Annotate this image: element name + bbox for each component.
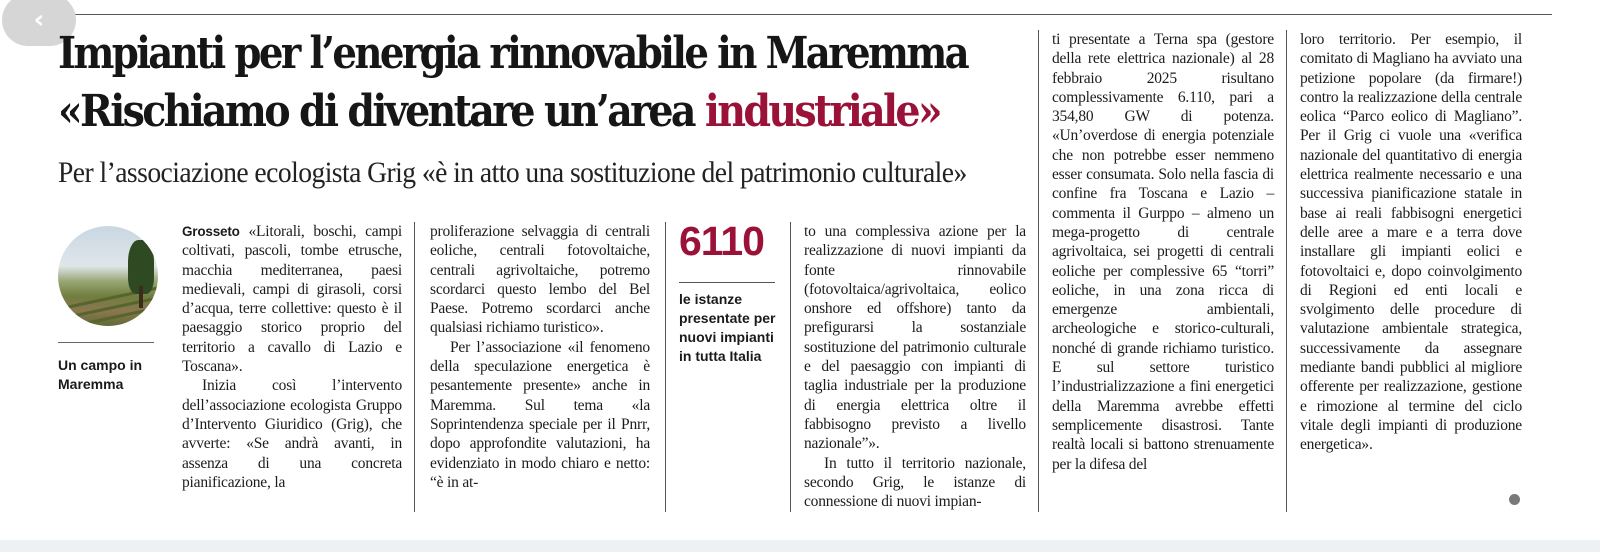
subtitle: Per l’associazione ecologista Grig «è in atto una sostituzione del patrimonio culturale»: [58, 156, 967, 189]
article-column-5: [1300, 30, 1522, 455]
column-divider: [665, 222, 666, 512]
bottom-band: [0, 540, 1600, 552]
column-divider: [790, 222, 791, 512]
headline-highlight-word: industriale»: [704, 86, 940, 137]
paragraph: Inizia così l’intervento dell’associazione ecologista Gruppo d’Intervento Giuridico (Grig), che avverte: «Se andrà avanti, in assenza di una concreta pianificazione, la: [182, 377, 402, 491]
highlight-caption: le istanze presentate per nuovi impianti in tutta Italia: [679, 291, 776, 364]
column-divider: [1038, 30, 1039, 512]
photo-maremma-field: [58, 226, 158, 326]
paragraph: Per l’associazione «il fenomeno della speculazione energetica è pesantemente presente» anche in Maremma. Sul tema «la Soprintendenza speciale per il Pnrr, dopo approfondite valutazioni, ha evidenziato in modo chiaro e netto: “è in at-: [430, 338, 650, 491]
paragraph: loro territorio. Per esempio, il comitato di Magliano ha avviato una petizione popolare (da firmare!) contro la realizzazione della centrale eolica “Parco eolico di Magliano”. Per il Grig ci vuole una «verifica nazionale del quantitativo di energia elettrica realmente necessario e una successiva pianificazione statale in base ai reali fabbisogni energetici delle aree a mare e a terra dove installare gli impianti eolici e fotovoltaici e, dopo coinvolgimento di Regioni ed enti locali e svolgimento delle procedure di valutazione ambientale strategica, successivamente da assegnare mediante bandi pubblici al migliore offerente per realizzazione, gestione e rimozione al termine del ciclo vitale degli impianti di produzione energetica».: [1300, 31, 1522, 454]
paragraph: ti presentate a Terna spa (gestore della rete elettrica nazionale) al 28 febbraio 2025 risultano complessivamente 6.110, pari a 354,80 GW di potenza. «Un’overdose di energia potenziale che non potrebbe esser nemmeno esser consumata. Solo nella fascia di confine fra Toscana e Lazio – commenta il Gurppo – almeno un mega-progetto di centrale agrivoltaica, sei progetti di centrali eoliche per complessive 65 “torri” eoliche, in una zona ricca di emergenze ambientali, archeologiche e storico-culturali, nonché di grande richiamo turistico. E sul settore turistico l’industrializzazione a fini energetici della Maremma avrebbe effetti semplicemente disastrosi. Tante realtà locali si battono strenuamente per la difesa del: [1052, 31, 1274, 473]
top-rule: [60, 14, 1552, 15]
paragraph: [182, 222, 402, 376]
article-column-4: [1052, 30, 1274, 474]
paragraph: to una complessiva azione per la realizzazione di nuovi impianti da fonte rinnovabile (fotovoltaica/agrivoltaica, eolico onshore ed offshore) tanto da prefigurarsi la sostanziale sostituzione del patrimonio culturale e del paesaggio con impianti di taglia industriale per la produzione di energia elettrica oltre il fabbisogno previsto a livello nazionale”».: [804, 223, 1026, 453]
dateline: Grosseto: [182, 224, 240, 239]
headline-line-1: Impianti per l’energia rinnovabile in Maremma: [58, 28, 968, 79]
photo-divider: [58, 342, 154, 343]
column-divider: [414, 222, 415, 512]
article-column-2: [430, 222, 650, 492]
highlight-number: 6110: [679, 218, 764, 264]
highlight-rule: [679, 282, 775, 283]
headline-line-2: [58, 86, 949, 138]
paragraph-text: «Litorali, boschi, campi coltivati, pascoli, tombe etrusche, macchia mediterranea, paesi medievali, campi di girasoli, corsi d’acqua, terre collettive: questo è il paesaggio storico proprio del territorio a cavallo di Lazio e Toscana».: [182, 223, 402, 376]
column-divider: [1286, 30, 1287, 512]
photo-caption: Un campo in Maremma: [58, 357, 143, 392]
paragraph: In tutto il territorio nazionale, secondo Grig, le istanze di connessione di nuovi impian-: [804, 454, 1026, 511]
headline-line-2-text: «Rischiamo di diventare un’area: [58, 86, 705, 137]
article-column-1: [182, 222, 402, 492]
article-column-3: [804, 222, 1026, 511]
chevron-left-icon: ‹: [33, 5, 45, 35]
end-mark-icon: [1509, 494, 1520, 505]
paragraph: proliferazione selvaggia di centrali eoliche, centrali fotovoltaiche, centrali agrivoltaiche, potremo scordarci questo lembo del Bel Paese. Potremo scordarci anche qualsiasi richiamo turistico».: [430, 223, 650, 337]
